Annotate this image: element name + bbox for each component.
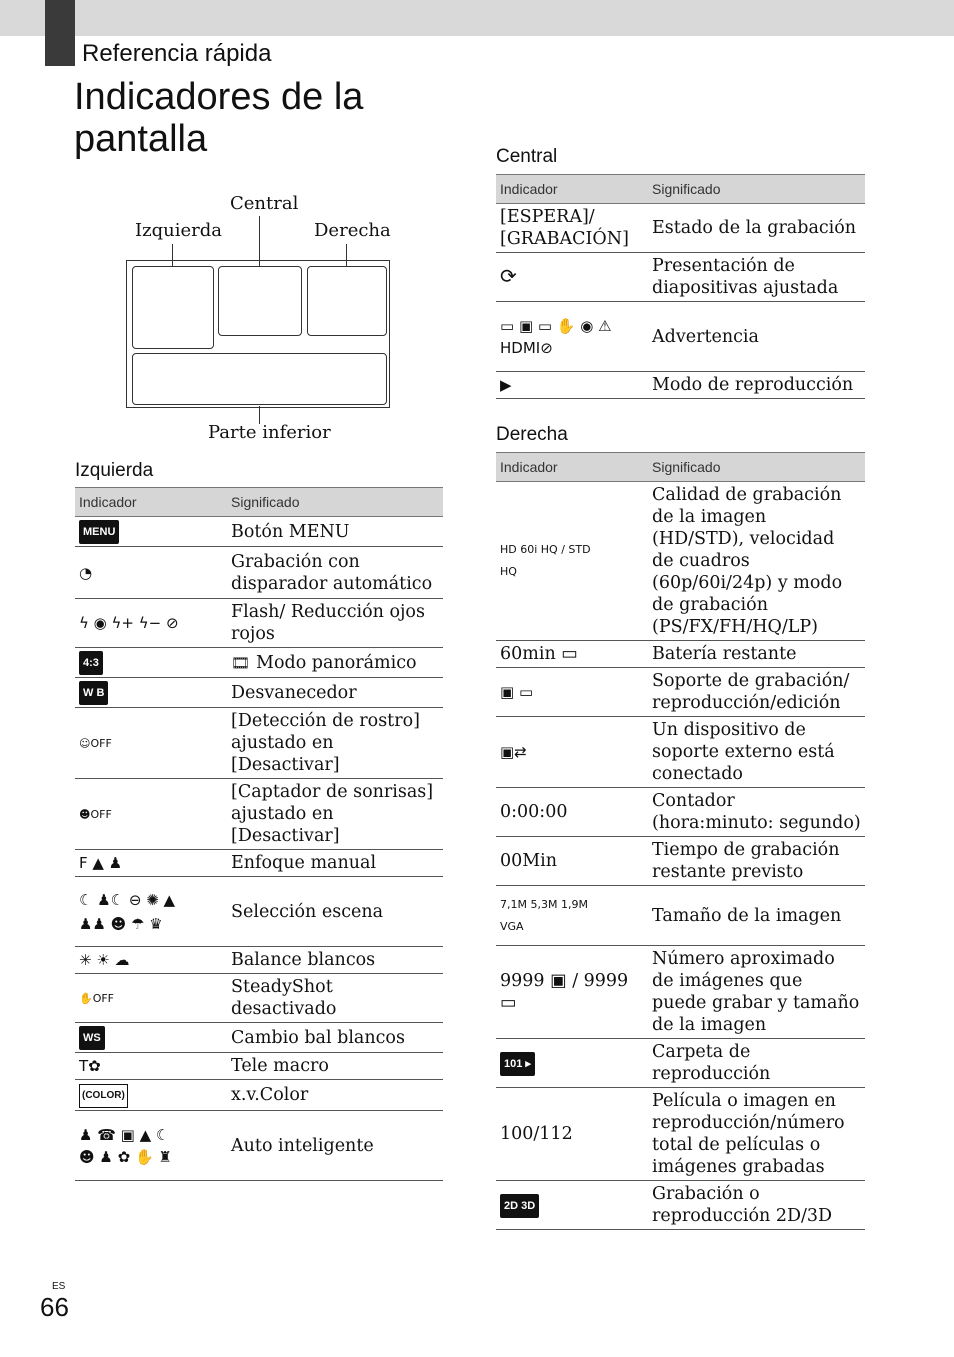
table-row: [496, 717, 865, 788]
white-balance-icon: ✳ ☀ ☁: [79, 951, 130, 969]
recording-status-text: [ESPERA]/ [GRABACIÓN]: [496, 204, 648, 253]
meaning-cell: Cambio bal blancos: [227, 1023, 443, 1053]
table-row: [496, 302, 865, 372]
table-row: [75, 599, 443, 648]
meaning-cell: Auto inteligente: [227, 1111, 443, 1181]
table-row: [75, 678, 443, 708]
col-meaning: Significado: [648, 175, 865, 204]
counter-text: 0:00:00: [496, 788, 648, 837]
table-row: [496, 372, 865, 399]
right-indicators-table: [496, 452, 865, 1230]
fader-icon: W B: [79, 681, 108, 705]
section-tab: [45, 0, 75, 66]
table-row: [496, 788, 865, 837]
meaning-cell: [Captador de sonrisas] ajustado en [Desactivar]: [227, 779, 443, 850]
meaning-cell: x.v.Color: [227, 1080, 443, 1111]
meaning-cell: Tiempo de grabación restante previsto: [648, 837, 865, 886]
table-row: [75, 648, 443, 678]
table-row: [496, 1088, 865, 1181]
page-title: Indicadores de la pantalla: [74, 76, 364, 160]
meaning-cell: Flash/ Reducción ojos rojos: [227, 599, 443, 648]
table-row: [496, 641, 865, 668]
meaning-cell: Calidad de grabación de la imagen (HD/STD), velocidad de cuadros (60p/60i/24p) y modo de grabación (PS/FX/FH/HQ/LP): [648, 482, 865, 641]
leader-line-central: [259, 216, 260, 266]
recordable-photos-text: 9999 ▣ / 9999 ▭: [496, 946, 648, 1039]
meaning-cell: Desvanecedor: [227, 678, 443, 708]
central-heading: Central: [496, 146, 558, 167]
film-icon: 🎞: [231, 653, 251, 672]
meaning-cell: Advertencia: [648, 302, 865, 372]
manual-focus-icon: F ▲ ♟: [79, 854, 123, 872]
top-bar: [0, 0, 954, 36]
meaning-cell: [Detección de rostro] ajustado en [Desactivar]: [227, 708, 443, 779]
table-row: [496, 668, 865, 717]
playback-count-text: 100/112: [496, 1088, 648, 1181]
table-row: [75, 517, 443, 547]
table-row: [496, 204, 865, 253]
meaning-cell: Película o imagen en reproducción/número total de películas o imágenes grabadas: [648, 1088, 865, 1181]
pane-left: [132, 266, 214, 349]
col-meaning: Significado: [648, 453, 865, 482]
table-row: [496, 946, 865, 1039]
table-row: [75, 877, 443, 947]
media-icon: ▣ ▭: [500, 683, 534, 701]
meaning-cell: Botón MENU: [227, 517, 443, 547]
meaning-text: Modo panorámico: [256, 652, 417, 673]
language-code: ES: [52, 1281, 66, 1292]
recording-quality-icon: HD 60i HQ / STD HQ: [500, 543, 591, 578]
left-indicators-table: [75, 487, 443, 1181]
meaning-cell: SteadyShot desactivado: [227, 974, 443, 1023]
meaning-cell: Modo de reproducción: [648, 372, 865, 399]
section-title: Referencia rápida: [82, 40, 272, 67]
table-row: [75, 1080, 443, 1111]
meaning-cell: Soporte de grabación/ reproducción/edición: [648, 668, 865, 717]
meaning-cell: Tele macro: [227, 1053, 443, 1080]
intelligent-auto-icon: ♟ ☎ ▣ ▲ ☾ ☻ ♟ ✿ ✋ ♜: [79, 1125, 172, 1166]
right-heading: Derecha: [496, 424, 568, 445]
meaning-cell: Número aproximado de imágenes que puede grabar y tamaño de la imagen: [648, 946, 865, 1039]
meaning-cell: Un dispositivo de soporte externo está conectado: [648, 717, 865, 788]
col-indicator: Indicador: [496, 175, 648, 204]
pane-bottom: [132, 353, 387, 405]
meaning-cell: Grabación con disparador automático: [227, 547, 443, 599]
menu-icon: MENU: [79, 520, 119, 544]
smile-shutter-off-icon: ☻OFF: [79, 808, 112, 821]
meaning-cell: Balance blancos: [227, 947, 443, 974]
table-row: [496, 482, 865, 641]
meaning-cell: Enfoque manual: [227, 850, 443, 877]
left-heading: Izquierda: [75, 460, 154, 481]
2d-3d-icon: 2D 3D: [500, 1194, 539, 1218]
diagram-label-central: Central: [230, 193, 299, 214]
white-balance-shift-icon: WS: [79, 1026, 105, 1050]
table-row: [75, 1053, 443, 1080]
image-size-icon: 7,1M 5,3M 1,9M VGA: [500, 897, 588, 933]
slideshow-repeat-icon: ⟳: [500, 264, 517, 288]
meaning-cell: Contador (hora:minuto: segundo): [648, 788, 865, 837]
pane-central: [218, 266, 302, 336]
self-timer-icon: ◔: [79, 563, 93, 582]
meaning-cell: Tamaño de la imagen: [648, 886, 865, 946]
table-row: [75, 779, 443, 850]
meaning-cell: Grabación o reproducción 2D/3D: [648, 1181, 865, 1230]
diagram-label-right: Derecha: [314, 220, 391, 241]
diagram-label-bottom: Parte inferior: [208, 422, 331, 443]
scene-selection-icon: ☾ ♟☾ ⊖ ✺ ▲ ♟♟ ☻ ☂ ♛: [79, 890, 176, 933]
playback-folder-icon: 101 ▸: [500, 1052, 535, 1076]
table-row: [496, 1181, 865, 1230]
pane-right: [307, 266, 387, 336]
battery-remaining-icon: 60min ▭: [496, 641, 648, 668]
table-row: [496, 253, 865, 302]
table-row: [75, 850, 443, 877]
warning-icon: ▭ ▣ ▭ ✋ ◉ ⚠ HDMI⊘: [500, 316, 612, 357]
central-indicators-table: [496, 174, 865, 399]
table-row: [75, 947, 443, 974]
meaning-cell: Batería restante: [648, 641, 865, 668]
table-row: [75, 547, 443, 599]
meaning-cell: Selección escena: [227, 877, 443, 947]
face-detection-off-icon: ☺OFF: [79, 737, 112, 750]
col-indicator: Indicador: [496, 453, 648, 482]
remaining-time-text: 00Min: [496, 837, 648, 886]
screen-diagram: [126, 260, 390, 408]
external-media-icon: ▣⇄: [500, 743, 527, 761]
table-row: [75, 1111, 443, 1181]
meaning-cell: Presentación de diapositivas ajustada: [648, 253, 865, 302]
meaning-cell: Carpeta de reproducción: [648, 1039, 865, 1088]
table-row: [75, 708, 443, 779]
table-row: [496, 1039, 865, 1088]
page-number: 66: [40, 1292, 69, 1322]
table-row: [496, 886, 865, 946]
flash-icon: ϟ ◉ ϟ+ ϟ− ⊘: [79, 614, 179, 632]
xvcolor-icon: (COLOR): [79, 1084, 128, 1108]
table-row: [75, 1023, 443, 1053]
meaning-cell: Estado de la grabación: [648, 204, 865, 253]
col-indicator: Indicador: [75, 488, 227, 517]
wide-mode-icon: 4:3: [79, 651, 103, 675]
play-icon: ▶: [500, 376, 512, 394]
table-row: [75, 974, 443, 1023]
table-row: [496, 837, 865, 886]
diagram-label-left: Izquierda: [135, 220, 222, 241]
tele-macro-icon: T✿: [79, 1057, 101, 1075]
meaning-cell: [227, 648, 443, 678]
steadyshot-off-icon: ✋OFF: [79, 992, 115, 1005]
col-meaning: Significado: [227, 488, 443, 517]
